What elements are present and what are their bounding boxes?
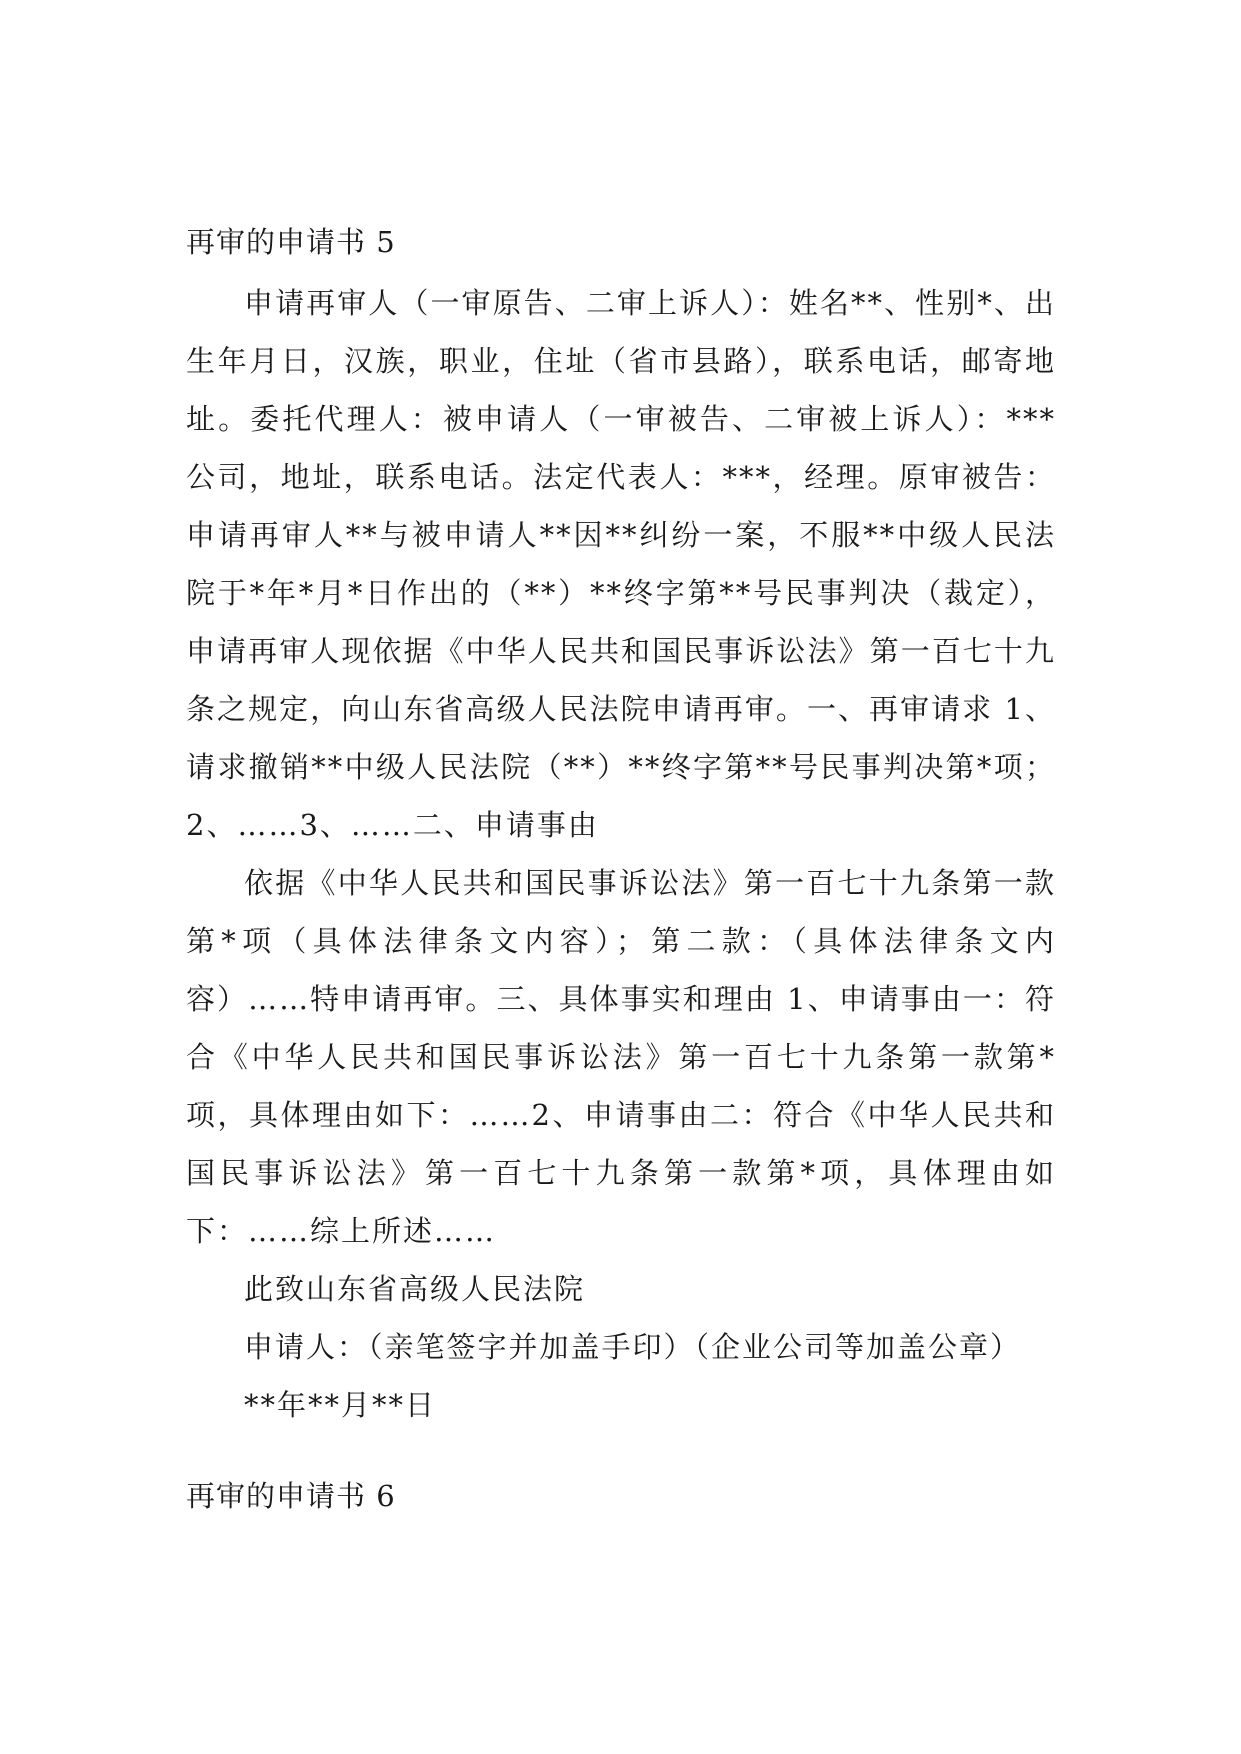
section-heading-6: 再审的申请书 6 [186, 1479, 396, 1513]
body-block-1 [186, 274, 1056, 854]
paragraph-legal-basis: 依据《中华人民共和国民事诉讼法》第一百七十九条第一款第*项（具体法律条文内容）；第二款：（具体法律条文内容）……特申请再审。三、具体事实和理由 1、申请事由一：符合《中华人民共和国民事诉讼法》第一百七十九条第一款第*项，具体理由如下：……2、申请事由二：符合《中华人民共和国民事诉讼法》第一百七十九条第一款第*项，具体理由如下：……综上所述…… [186, 866, 1056, 1248]
closing-addressee: 此致山东省高级人民法院 [244, 1272, 586, 1306]
section-heading-5: 再审的申请书 5 [186, 225, 396, 259]
closing-applicant-signature: 申请人：（亲笔签字并加盖手印）（企业公司等加盖公章） [244, 1330, 1022, 1364]
closing-block [186, 1260, 1056, 1434]
body-block-2 [186, 854, 1056, 1260]
paragraph-applicant-details: 申请再审人（一审原告、二审上诉人）：姓名**、性别*、出生年月日，汉族，职业，住址（省市县路），联系电话，邮寄地址。委托代理人：被申请人（一审被告、二审被上诉人）：***公司，地址，联系电话。法定代表人：***，经理。原审被告：申请再审人**与被申请人**因**纠纷一案，不服**中级人民法院于*年*月*日作出的（**）**终字第**号民事判决（裁定），申请再审人现依据《中华人民共和国民事诉讼法》第一百七十九条之规定，向山东省高级人民法院申请再审。一、再审请求 1、请求撤销**中级人民法院（**）**终字第**号民事判决第*项；2、……3、……二、申请事由 [186, 286, 1056, 842]
closing-date: **年**月**日 [244, 1388, 437, 1422]
